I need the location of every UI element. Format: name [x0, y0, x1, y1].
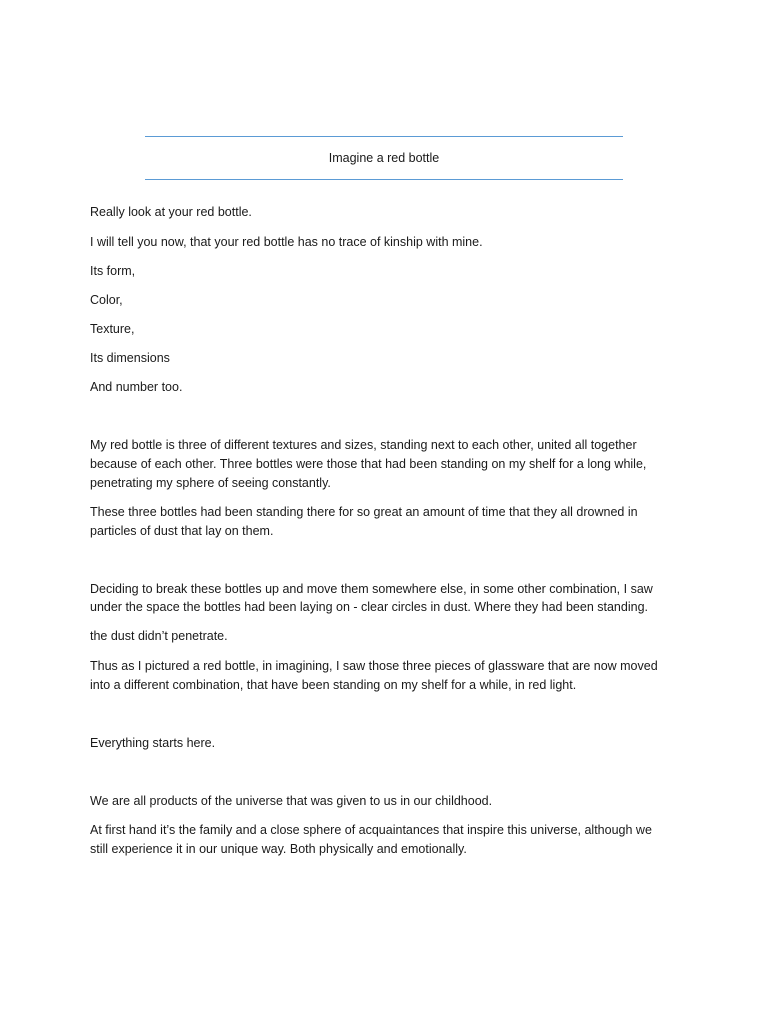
text-line: under the space the bottles had been laying on - clear circles in dust. Where they had been standing.: [90, 600, 648, 614]
text-line: My red bottle is three of different textures and sizes, standing next to each other, united all together: [90, 438, 637, 452]
text-line: These three bottles had been standing there for so great an amount of time that they all drowned in: [90, 505, 638, 519]
title-top-rule: [145, 136, 623, 137]
text-line: Really look at your red bottle.: [90, 205, 252, 219]
text-line: Color,: [90, 293, 123, 307]
title-bottom-rule: [145, 179, 623, 180]
text-line: We are all products of the universe that was given to us in our childhood.: [90, 794, 493, 808]
text-line: particles of dust that lay on them.: [90, 524, 274, 538]
text-line: At first hand it’s the family and a close sphere of acquaintances that inspire this universe, although we: [90, 823, 652, 837]
text-line: Its form,: [90, 264, 136, 278]
text-line: Deciding to break these bottles up and move them somewhere else, in some other combination, I saw: [90, 582, 653, 596]
text-line: Everything starts here.: [90, 736, 216, 750]
text-line: the dust didn’t penetrate.: [90, 629, 228, 643]
text-line: Its dimensions: [90, 351, 170, 365]
text-line: And number too.: [90, 380, 183, 394]
text-line: Thus as I pictured a red bottle, in imagining, I saw those three pieces of glassware that are now moved: [90, 659, 658, 673]
text-line: still experience it in our unique way. Both physically and emotionally.: [90, 842, 467, 856]
text-line: penetrating my sphere of seeing constantly.: [90, 476, 331, 490]
text-line: because of each other. Three bottles were those that had been standing on my shelf for a long while,: [90, 457, 647, 471]
text-line: into a different combination, that have been standing on my shelf for a while, in red light.: [90, 678, 577, 692]
document-title: Imagine a red bottle: [328, 151, 440, 165]
text-line: Texture,: [90, 322, 135, 336]
text-line: I will tell you now, that your red bottle has no trace of kinship with mine.: [90, 235, 483, 249]
